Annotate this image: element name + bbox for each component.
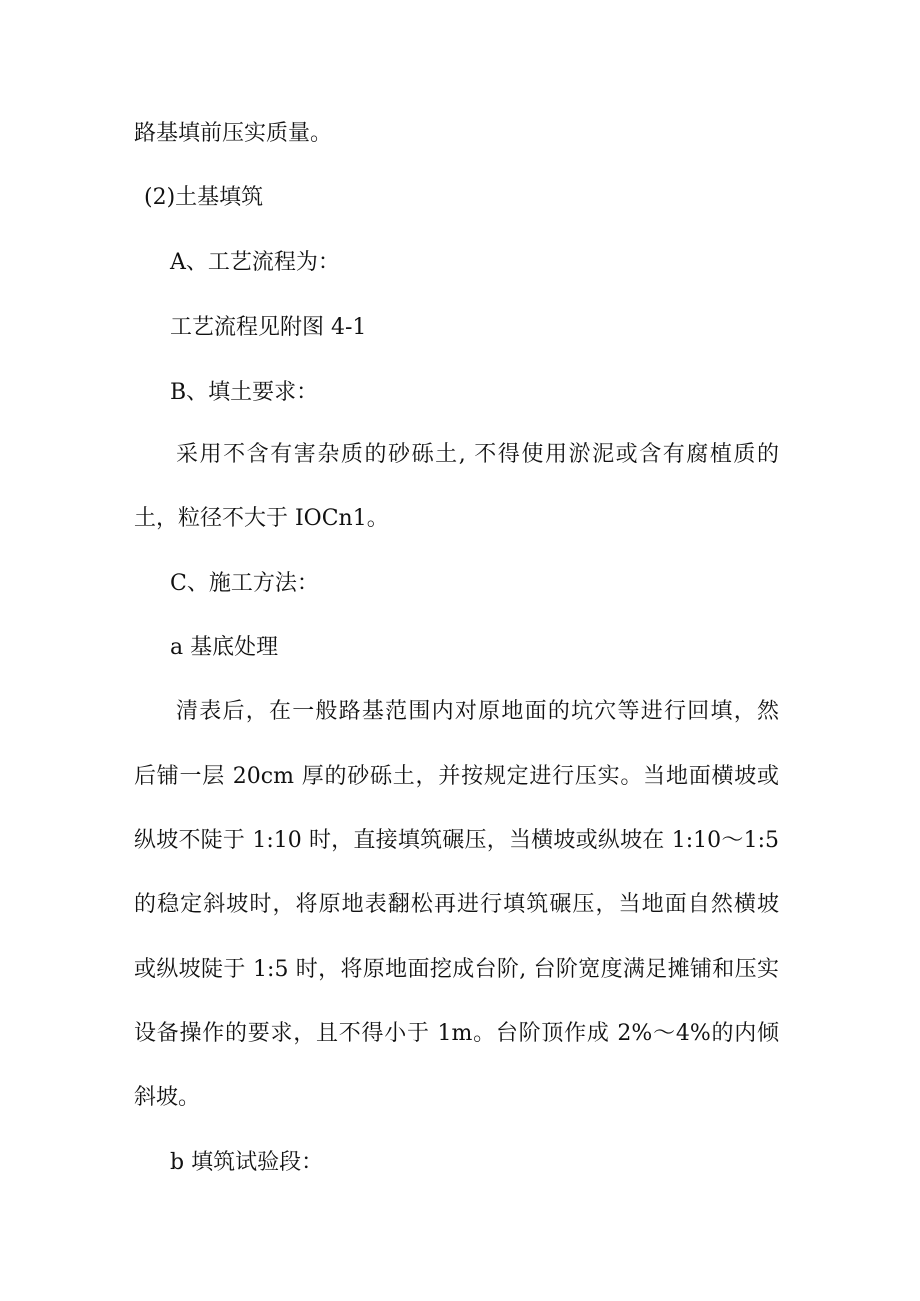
text-line: 采用不含有害杂质的砂砾土, 不得使用淤泥或含有腐植质的 <box>176 442 779 467</box>
subsection-heading: A、工艺流程为： <box>170 250 340 275</box>
text-line: 纵坡不陡于 1:10 时，直接填筑碾压，当横坡或纵坡在 1:10～1:5 <box>134 828 779 853</box>
text-line: 的稳定斜坡时，将原地表翻松再进行填筑碾压，当地面自然横坡 <box>134 892 779 917</box>
section-heading: (2)土基填筑 <box>144 185 264 210</box>
text-line: 清表后，在一般路基范围内对原地面的坑穴等进行回填，然 <box>176 699 779 724</box>
text-line: 斜坡。 <box>134 1085 201 1110</box>
text-line: 土，粒径不大于 IOCn1。 <box>134 506 389 531</box>
item-heading: a 基底处理 <box>170 635 279 660</box>
text-line: 工艺流程见附图 4-1 <box>170 315 367 340</box>
text-line: 设备操作的要求，且不得小于 1m。台阶顶作成 2%～4%的内倾 <box>134 1021 779 1046</box>
subsection-heading: C、施工方法： <box>170 571 319 596</box>
text-line: 后铺一层 20cm 厚的砂砾土，并按规定进行压实。当地面横坡或 <box>134 764 779 789</box>
subsection-heading: B、填土要求： <box>170 380 319 405</box>
item-heading: b 填筑试验段： <box>170 1150 324 1175</box>
text-line: 或纵坡陡于 1:5 时，将原地面挖成台阶, 台阶宽度满足摊铺和压实 <box>134 957 779 982</box>
text-line: 路基填前压实质量。 <box>134 121 333 146</box>
